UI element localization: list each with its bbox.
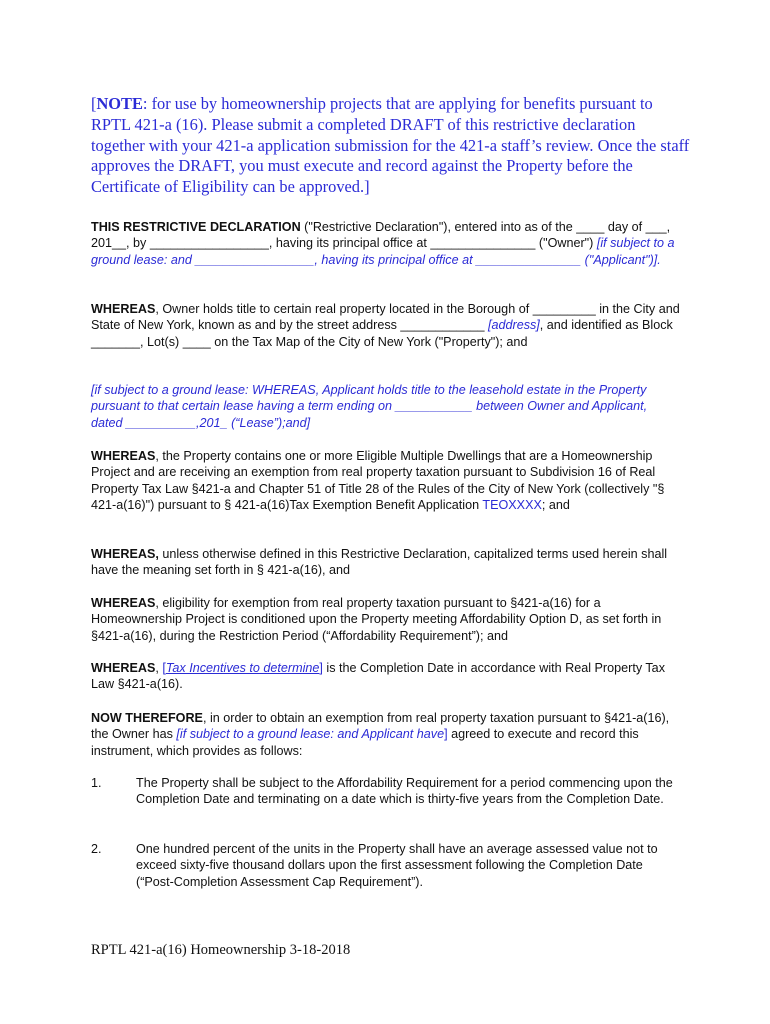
paragraph-whereas-completion: [91, 660, 681, 693]
instruction-note: [91, 94, 691, 198]
whereas-completion-text: is the Completion Date in accordance with Real Property Tax Law §421-a(16).: [91, 661, 665, 692]
note-label: NOTE: [96, 94, 143, 113]
ground-lease-whereas: [if subject to a ground lease: WHEREAS, Applicant holds title to the leasehold estate in the Property pursuant to that certain lease having a term ending on ___________ between Owner and Applicant, dated __________,201_ (“Lease”);and]: [91, 383, 648, 430]
paragraph-whereas-exemption: [91, 448, 681, 513]
whereas-label: WHEREAS: [91, 302, 156, 316]
paragraph-ground-lease: [91, 382, 681, 431]
tax-incentives-placeholder: Tax Incentives to determine: [165, 661, 320, 675]
whereas-title-text: , Owner holds title to certain real property located in the Borough of _________ in the City and State of New York, known as and by the street address ____________: [91, 302, 680, 333]
paragraph-declaration: [91, 219, 681, 268]
now-therefore-text-2: agreed to execute and record this instrument, which provides as follows:: [91, 727, 639, 758]
paragraph-whereas-definitions: [91, 546, 681, 579]
note-open-bracket: [: [91, 94, 97, 113]
item-number: 1.: [91, 776, 102, 790]
whereas-label: WHEREAS: [91, 596, 156, 610]
note-text: : for use by homeownership projects that are applying for benefits pursuant to RPTL 421-a (16). Please submit a completed DRAFT of this restrictive declaration together with your 421-a application submission for the 421-a staff’s review. Once the staff approves the DRAFT, you must execute and record against the Property before the Certificate of Eligibility can be approved.]: [91, 94, 690, 197]
whereas-title-text-2: , and identified as Block _______, Lot(s) ____ on the Tax Map of the City of New York ("Property"); and: [91, 318, 673, 349]
page-footer: RPTL 421-a(16) Homeownership 3-18-2018: [91, 942, 351, 958]
address-placeholder: [address]: [487, 318, 540, 333]
tax-incentives-close-bracket: ]: [319, 661, 323, 675]
whereas-eligibility-text: , eligibility for exemption from real property taxation pursuant to §421-a(16) for a Homeownership Project is conditioned upon the Property meeting Affordability Option D, as set forth in §421-a(16), during the Restriction Period (“Affordability Requirement”); and: [91, 596, 662, 643]
paragraph-now-therefore: [91, 710, 681, 759]
declaration-heading: THIS RESTRICTIVE DECLARATION: [91, 220, 301, 234]
paragraph-whereas-title: [91, 301, 681, 350]
now-therefore-label: NOW THEREFORE: [91, 711, 203, 725]
item-text: The Property shall be subject to the Affordability Requirement for a period commencing upon the Completion Date and terminating on a date which is thirty-five years from the Completion Date.: [136, 776, 673, 807]
whereas-definitions-text: unless otherwise defined in this Restrictive Declaration, capitalized terms used herein shall have the meaning set forth in § 421-a(16), and: [91, 547, 668, 578]
whereas-label: WHEREAS: [91, 661, 156, 675]
whereas-label: WHEREAS,: [91, 547, 159, 561]
whereas-label: WHEREAS: [91, 449, 156, 463]
tax-incentives-open-bracket: [: [162, 661, 166, 675]
item-number: 2.: [91, 842, 102, 856]
applicant-clause: [if subject to a ground lease: and Applicant have: [176, 727, 445, 742]
applicant-clause-close: ]: [444, 727, 448, 742]
declaration-text: ("Restrictive Declaration"), entered into as of the ____ day of ___, 201__, by _________________, having its principal office at _______________ ("Owner"): [91, 220, 671, 251]
application-number: TEOXXXX: [482, 497, 542, 512]
paragraph-whereas-eligibility: [91, 595, 681, 644]
whereas-completion-sep: ,: [155, 661, 163, 675]
ground-lease-clause: [if subject to a ground lease: and _________________, having its principal office at _______________ ("Applicant")].: [91, 236, 675, 267]
now-therefore-text: , in order to obtain an exemption from real property taxation pursuant to §421-a(16), the Owner has: [91, 711, 670, 742]
item-text: One hundred percent of the units in the Property shall have an average assessed value not to exceed sixty-five thousand dollars upon the first assessment following the Completion Date (“Post-Completion Assessment Cap Requirement”).: [136, 842, 658, 889]
whereas-exemption-text-2: ; and: [541, 497, 570, 512]
whereas-exemption-text: , the Property contains one or more Eligible Multiple Dwellings that are a Homeownership Project and are receiving an exemption from real property taxation pursuant to Subdivision 16 of Real Property Tax Law §421-a and Chapter 51 of Title 28 of the Rules of the City of New York (collectively "§ 421-a(16)") pursuant to § 421-a(16)Tax Exemption Benefit Application: [91, 449, 665, 512]
